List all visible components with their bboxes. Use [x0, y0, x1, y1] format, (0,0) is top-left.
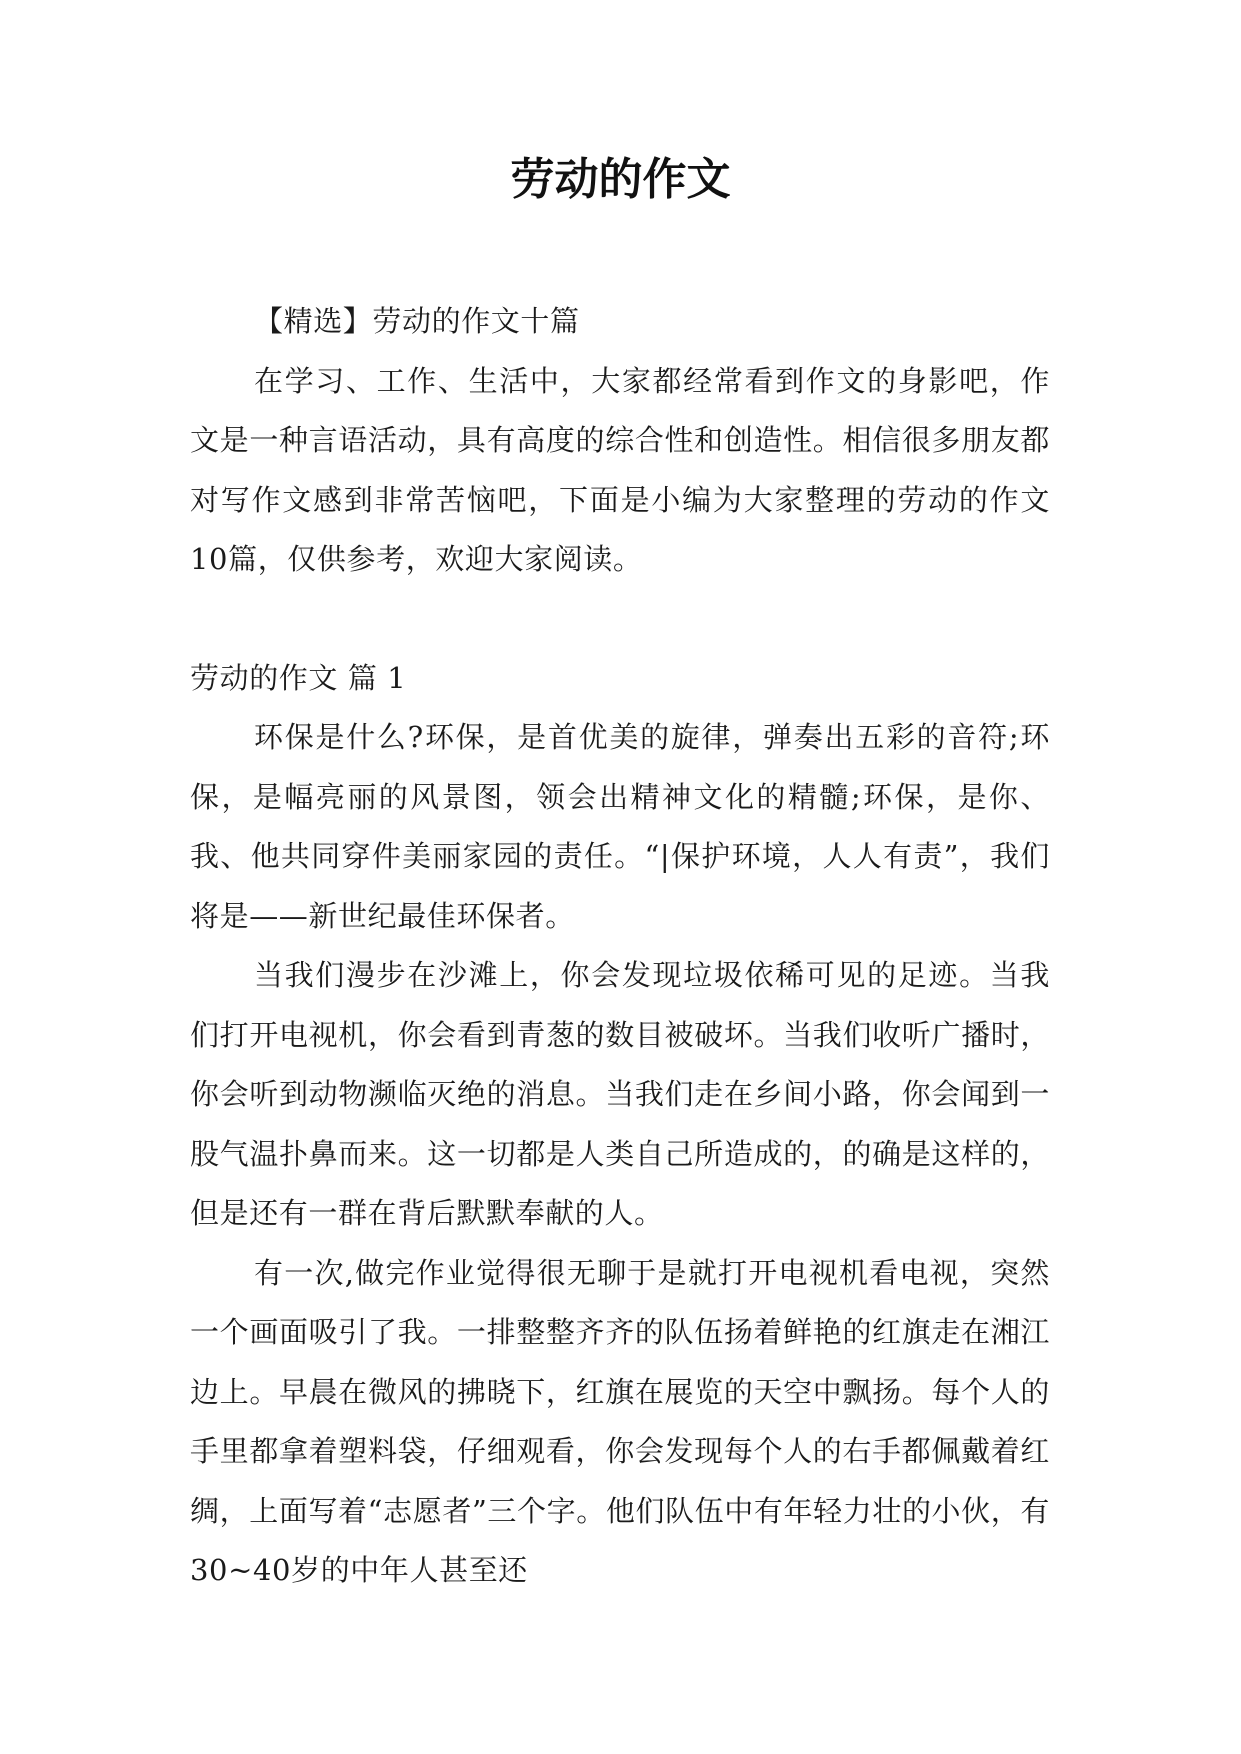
section-heading: 劳动的作文 篇 1	[190, 660, 407, 695]
document-title: 劳动的作文	[510, 154, 731, 205]
document-body	[190, 292, 1050, 1601]
body-paragraph: 当我们漫步在沙滩上，你会发现垃圾依稀可见的足迹。当我们打开电视机，你会看到青葱的数目被破坏。当我们收听广播时，你会听到动物濒临灭绝的消息。当我们走在乡间小路，你会闻到一股气温扑鼻而来。这一切都是人类自己所造成的，的确是这样的，但是还有一群在背后默默奉献的人。	[190, 958, 1050, 1230]
intro-paragraph: 在学习、工作、生活中，大家都经常看到作文的身影吧，作文是一种言语活动，具有高度的综合性和创造性。相信很多朋友都对写作文感到非常苦恼吧，下面是小编为大家整理的劳动的作文10篇，仅供参考，欢迎大家阅读。	[190, 363, 1050, 576]
body-paragraph: 有一次,做完作业觉得很无聊于是就打开电视机看电视，突然一个画面吸引了我。一排整整齐齐的队伍扬着鲜艳的红旗走在湘江边上。早晨在微风的拂晓下，红旗在展览的天空中飘扬。每个人的手里都拿着塑料袋，仔细观看，你会发现每个人的右手都佩戴着红绸，上面写着“志愿者”三个字。他们队伍中有年轻力壮的小伙，有30~40岁的中年人甚至还	[190, 1255, 1050, 1587]
body-paragraph: 环保是什么?环保，是首优美的旋律，弹奏出五彩的音符;环保，是幅亮丽的风景图，领会出精神文化的精髓;环保，是你、我、他共同穿件美丽家园的责任。“|保护环境，人人有责”，我们将是——新世纪最佳环保者。	[190, 720, 1050, 933]
document-subtitle: 【精选】劳动的作文十篇	[254, 304, 580, 338]
